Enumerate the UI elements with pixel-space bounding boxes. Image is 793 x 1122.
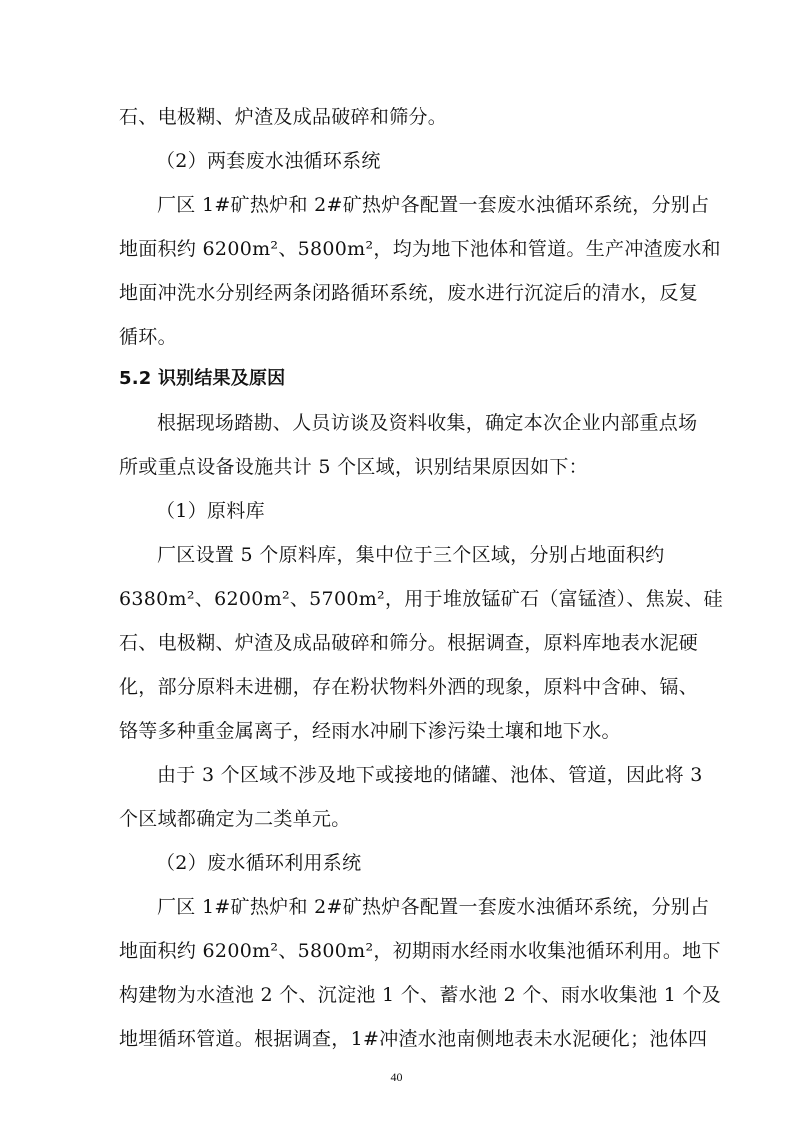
paragraph-line: 循环。	[119, 326, 177, 348]
paragraph-line: 构建物为水渣池 2 个、沉淀池 1 个、蓄水池 2 个、雨水收集池 1 个及	[119, 984, 722, 1006]
paragraph-line: 石、电极糊、炉渣及成品破碎和筛分。根据调查，原料库地表水泥硬	[119, 632, 699, 654]
subsection-heading: （2）两套废水浊循环系统	[156, 150, 381, 172]
paragraph-line: 地面积约 6200m²、5800m²，初期雨水经雨水收集池循环利用。地下	[119, 940, 721, 962]
paragraph-line: 6380m²、6200m²、5700m²，用于堆放锰矿石（富锰渣）、焦炭、硅	[119, 588, 723, 610]
subsection-heading: （2）废水循环利用系统	[156, 852, 362, 874]
paragraph-line: 铬等多种重金属离子，经雨水冲刷下渗污染土壤和地下水。	[119, 720, 621, 742]
page-number: 40	[390, 1070, 403, 1084]
paragraph-line: 地面冲洗水分别经两条闭路循环系统，废水进行沉淀后的清水，反复	[119, 282, 699, 304]
paragraph-line: 厂区设置 5 个原料库，集中位于三个区域，分别占地面积约	[157, 544, 665, 566]
paragraph-line: 化，部分原料未进棚，存在粉状物料外洒的现象，原料中含砷、镉、	[119, 676, 699, 698]
paragraph-line: 地面积约 6200m²、5800m²，均为地下池体和管道。生产冲渣废水和	[119, 238, 721, 260]
paragraph-line: 根据现场踏勘、人员访谈及资料收集，确定本次企业内部重点场	[157, 412, 698, 434]
paragraph-line: 厂区 1#矿热炉和 2#矿热炉各配置一套废水浊循环系统，分别占	[157, 194, 710, 216]
paragraph-line: 厂区 1#矿热炉和 2#矿热炉各配置一套废水浊循环系统，分别占	[157, 896, 710, 918]
paragraph-line: 由于 3 个区域不涉及地下或接地的储罐、池体、管道，因此将 3	[157, 764, 703, 786]
subsection-heading: （1）原料库	[156, 500, 265, 522]
paragraph-line: 石、电极糊、炉渣及成品破碎和筛分。	[119, 106, 448, 128]
paragraph-line: 地埋循环管道。根据调查，1#冲渣水池南侧地表未水泥硬化；池体四	[119, 1028, 708, 1050]
paragraph-line: 所或重点设备设施共计 5 个区域，识别结果原因如下：	[119, 456, 588, 478]
paragraph-line: 个区域都确定为二类单元。	[119, 808, 351, 830]
section-heading: 5.2 识别结果及原因	[119, 368, 286, 389]
